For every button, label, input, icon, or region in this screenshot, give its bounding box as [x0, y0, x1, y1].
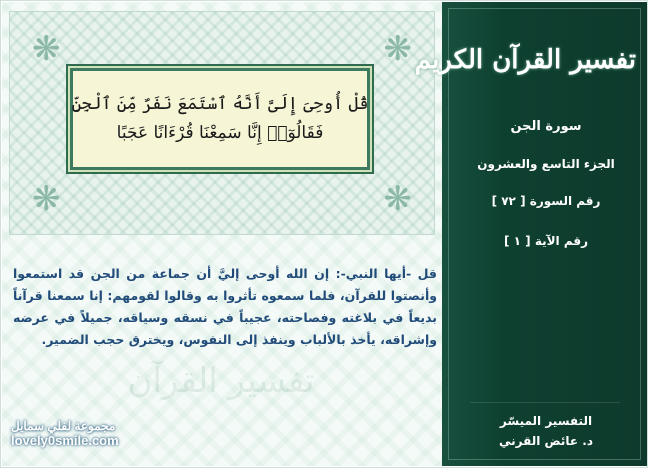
site-credit — [11, 419, 211, 448]
verse-line-2: فَقَالُوٓا۟ إِنَّا سَمِعْنَا قُرْءَانًا عَجَبًا — [116, 123, 324, 143]
verse-line-1: قُلْ أُوحِىَ إِلَىَّ أَنَّهُ ٱسْتَمَعَ نَفَرٌ مِّنَ ٱلْجِنِّ — [71, 94, 369, 115]
site-url[interactable]: lovely0smile.com — [11, 433, 119, 448]
tafsir-text: قل -أيها النبي-: إن الله أوحى إليَّ أن جماعة من الجن قد استمعوا وأنصتوا للقرآن، فلما سمعوه تأثروا به وقالوا لقومهم: إنا سمعنا قرآناً بديعاً في بلاغته وفصاحته، عجيباً في نسقه وسياقه، جميلاً في عرضه وإشراقه، يأخذ بالألباب وينفذ إلى النفوس، ويخترق حجب الضمير. — [13, 266, 437, 347]
ornament-icon: ❋ — [383, 179, 412, 219]
credit-line-1: التفسير الميسّر — [499, 414, 593, 428]
watermark-text: تفسير القرآن — [127, 361, 315, 401]
panel-divider — [470, 402, 620, 403]
ayah-number: رقم الآية [ ١ ] — [503, 234, 589, 248]
credit-line-2: د. عائض القرني — [498, 434, 594, 448]
site-arabic-name: مجموعة لفلي سمايل — [11, 419, 116, 433]
ornament-icon: ❋ — [32, 29, 61, 69]
surah-number: رقم السورة [ ٧٢ ] — [491, 194, 601, 208]
juz-label: الجزء التاسع والعشرون — [477, 157, 615, 171]
right-panel — [414, 2, 647, 466]
surah-name: سورة الجن — [510, 119, 582, 134]
brand-title: تفسير القرآن الكريم — [414, 45, 636, 75]
verse-card — [9, 11, 435, 235]
ornament-icon: ❋ — [383, 29, 412, 69]
ornament-icon: ❋ — [32, 179, 61, 219]
verse-box — [70, 68, 370, 170]
